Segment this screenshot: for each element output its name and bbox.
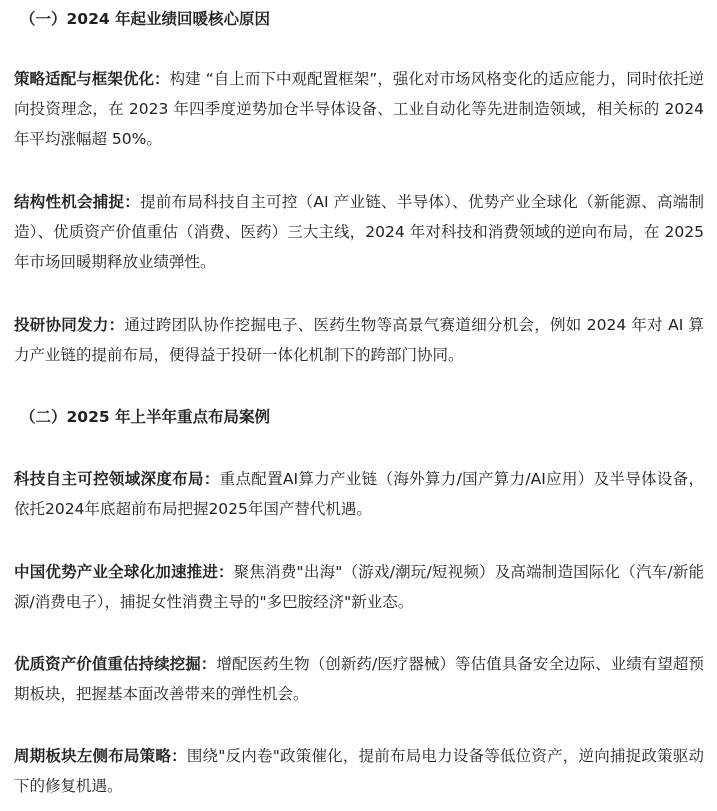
paragraph-lead: 优质资产价值重估持续挖掘： [14, 655, 217, 673]
paragraph-text: 构建 “自上而下中观配置框架”，强化对市场风格变化的适应能力，同时依托逆向投资理念，在 2023 年四季度逆势加仓半导体设备、工业自动化等先进制造领域，相关标的 2024 年平均涨幅超 50%。 [14, 70, 704, 148]
paragraph-cyclical-strategy [14, 741, 704, 801]
paragraph-text: 增配医药生物（创新药/医疗器械）等估值具备安全边际、业绩有望超预期板块，把握基本面改善带来的弹性机会。 [14, 655, 704, 703]
paragraph-lead: 周期板块左侧布局策略： [14, 747, 187, 765]
paragraph-lead: 投研协同发力： [14, 316, 125, 334]
paragraph-text: 提前布局科技自主可控（AI 产业链、半导体）、优势产业全球化（新能源、高端制造）、优质资产价值重估（消费、医药）三大主线，2024 年对科技和消费领域的逆向布局，在 2025 年市场回暖期释放业绩弹性。 [14, 193, 704, 271]
section-heading-2: （二）2025 年上半年重点布局案例 [20, 408, 271, 426]
paragraph-structural-opportunity [14, 187, 704, 277]
paragraph-text: 通过跨团队协作挖掘电子、医药生物等高景气赛道细分机会，例如 2024 年对 AI 算力产业链的提前布局，便得益于投研一体化机制下的跨部门协同。 [14, 316, 704, 364]
paragraph-tech-self-reliance [14, 464, 704, 524]
paragraph-lead: 策略适配与框架优化： [14, 70, 170, 88]
paragraph-asset-revaluation [14, 649, 704, 709]
paragraph-text: 重点配置AI算力产业链（海外算力/国产算力/AI应用）及半导体设备，依托2024年底超前布局把握2025年国产替代机遇。 [14, 470, 704, 518]
paragraph-industry-globalization [14, 557, 704, 617]
paragraph-text: 聚焦消费"出海"（游戏/潮玩/短视频）及高端制造国际化（汽车/新能源/消费电子），捕捉女性消费主导的"多巴胺经济"新业态。 [14, 563, 704, 611]
section-heading-1: （一）2024 年起业绩回暖核心原因 [20, 10, 271, 28]
paragraph-research-synergy [14, 310, 704, 370]
paragraph-text: 围绕"反内卷"政策催化，提前布局电力设备等低位资产，逆向捕捉政策驱动下的修复机遇。 [14, 747, 704, 795]
paragraph-lead: 中国优势产业全球化加速推进： [14, 563, 234, 581]
paragraph-strategy-framework [14, 64, 704, 154]
paragraph-lead: 结构性机会捕捉： [14, 193, 141, 211]
paragraph-lead: 科技自主可控领域深度布局： [14, 470, 220, 488]
